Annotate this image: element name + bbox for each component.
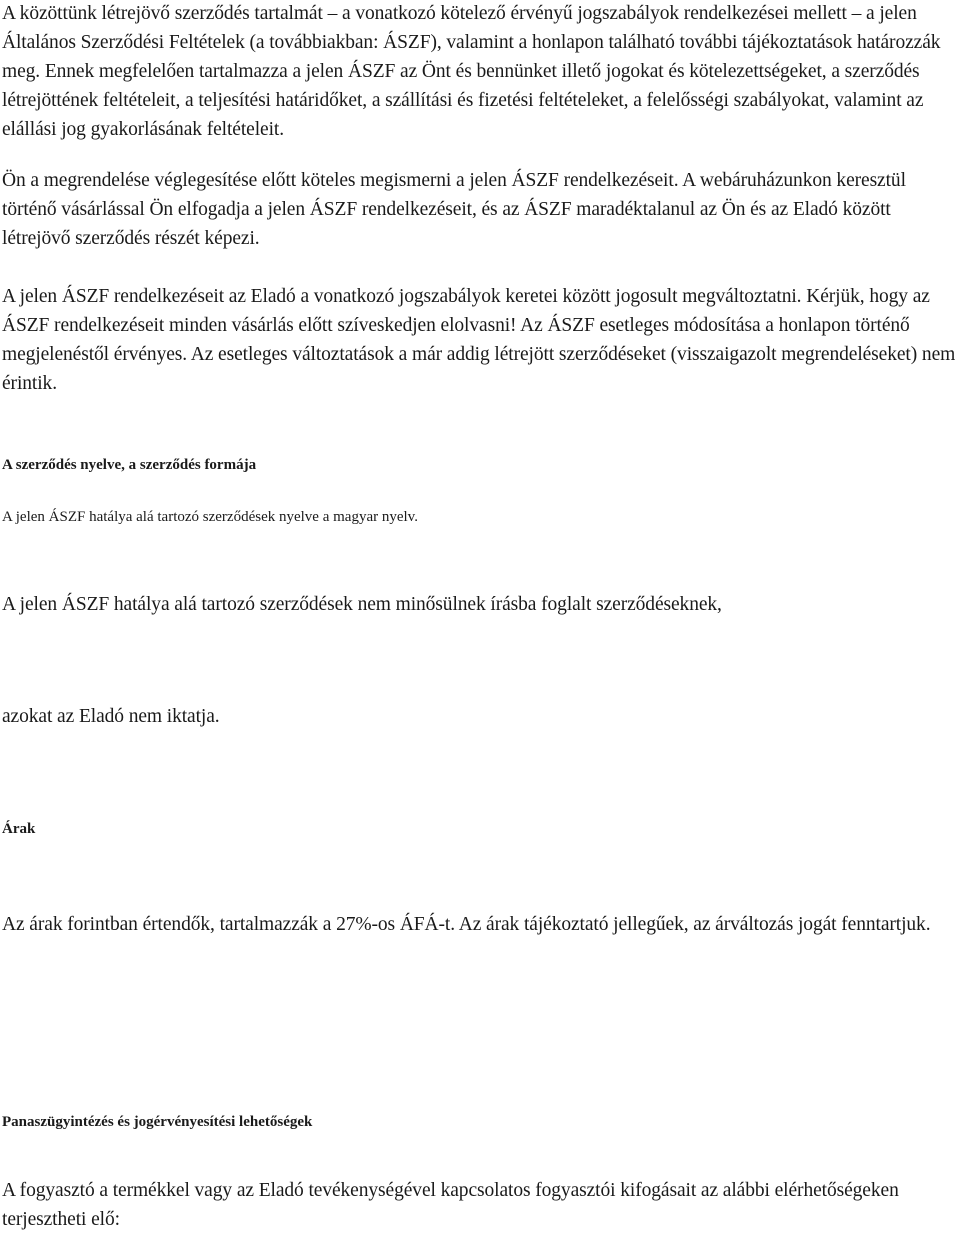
prices-text: Az árak forintban értendők, tartalmazzák a 27%-os ÁFÁ-t. Az árak tájékoztató jellegűek, az árváltozás jogát fenntartjuk. <box>2 914 931 935</box>
heading-prices: Árak <box>2 821 36 837</box>
intro-paragraph: A közöttünk létrejövő szerződés tartalmát – a vonatkozó kötelező érvényű jogszabályok rendelkezései mellett – a jelen Általános Szerződési Feltételek (a továbbiakban: ÁSZF), valamint a honlapon található további tájékoztatások határozzák meg. Ennek megfelelően tartalmazza a jelen ÁSZF az Önt és bennünket illető jogokat és kötelezettségeket, a szerződés létrejöttének feltételeit, a teljesítési határidőket, a szállítási és fizetési feltételeket, a felelősségi szabályokat, valamint az elállási jog gyakorlásának feltételeit. <box>2 3 941 140</box>
contract-language-text: A jelen ÁSZF hatálya alá tartozó szerződések nyelve a magyar nyelv. <box>2 509 418 525</box>
contract-form-text: A jelen ÁSZF hatálya alá tartozó szerződések nem minősülnek írásba foglalt szerződéseknek, <box>2 594 722 615</box>
complaints-text: A fogyasztó a termékkel vagy az Eladó tevékenységével kapcsolatos fogyasztói kifogásait az alábbi elérhetőségeken terjesztheti elő: <box>2 1180 899 1230</box>
acceptance-paragraph: Ön a megrendelése véglegesítése előtt köteles megismerni a jelen ÁSZF rendelkezéseit. A webáruházunkon keresztül történő vásárlással Ön elfogadja a jelen ÁSZF rendelkezéseit, és az ÁSZF maradéktalanul az Ön és az Eladó között létrejövő szerződés részét képezi. <box>2 170 906 249</box>
heading-contract-language: A szerződés nyelve, a szerződés formája <box>2 457 257 473</box>
modification-paragraph: A jelen ÁSZF rendelkezéseit az Eladó a vonatkozó jogszabályok keretei között jogosult megváltoztatni. Kérjük, hogy az ÁSZF rendelkezéseit minden vásárlás előtt szíveskedjen elolvasni! Az ÁSZF esetleges módosítása a honlapon történő megjelenéstől érvényes. Az esetleges változtatások a már addig létrejött szerződéseket (visszaigazolt megrendeléseket) nem érintik. <box>2 286 956 394</box>
contract-registration-text: azokat az Eladó nem iktatja. <box>2 706 220 727</box>
heading-complaints: Panaszügyintézés és jogérvényesítési lehetőségek <box>2 1114 313 1130</box>
